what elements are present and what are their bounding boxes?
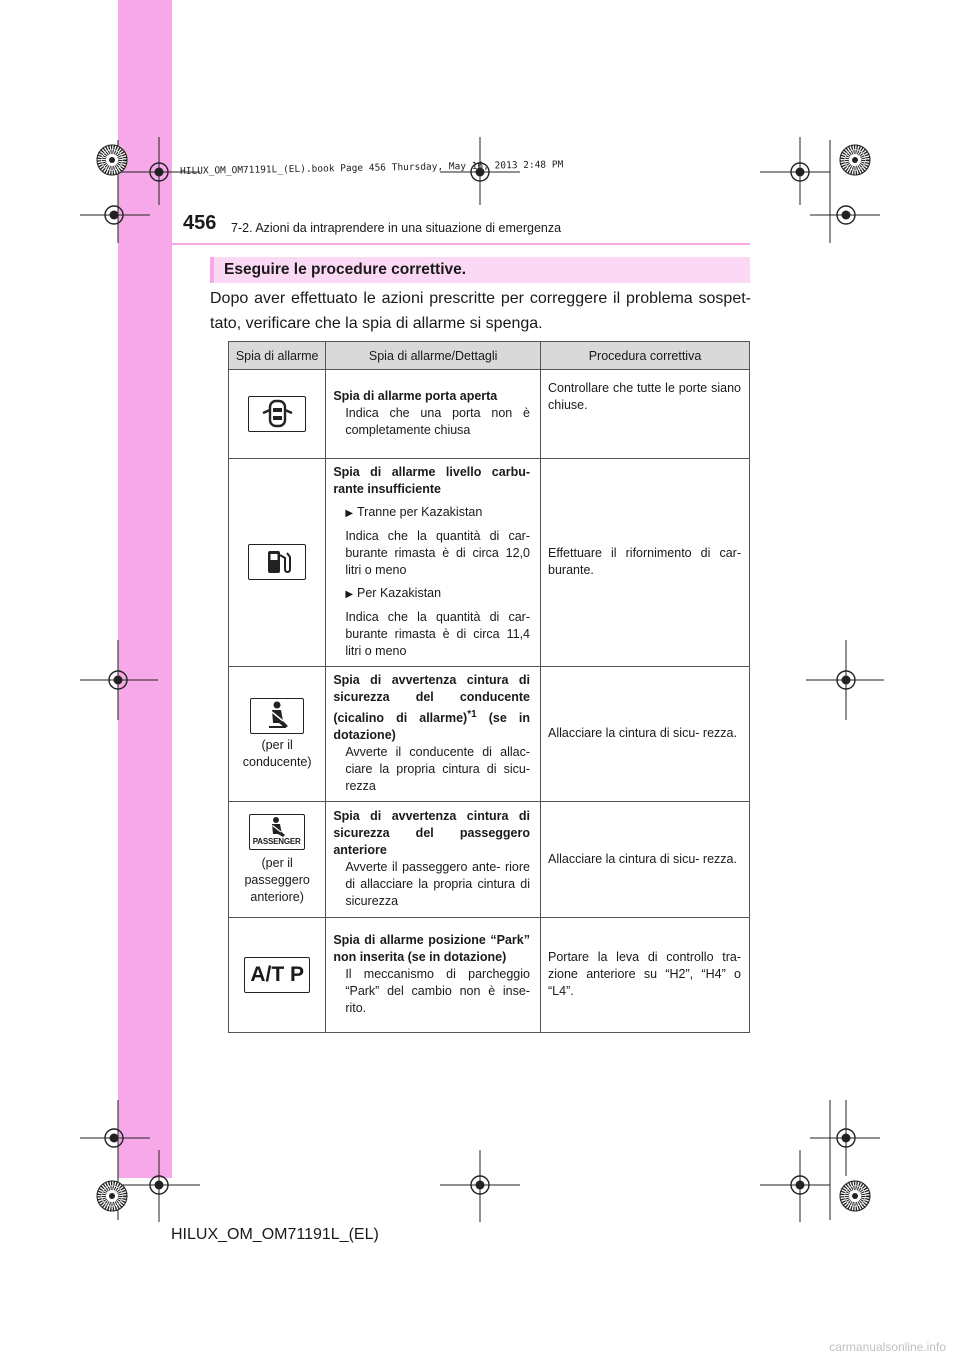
footnote-mark: *1 <box>467 709 477 720</box>
page-number: 456 <box>183 212 217 234</box>
at-park-icon: A/T P <box>244 957 310 993</box>
icon-label: PASSENGER <box>252 836 301 846</box>
details-cell <box>326 459 541 667</box>
warning-icon-cell <box>229 802 326 918</box>
warning-icon-cell <box>229 370 326 459</box>
table-row <box>229 667 750 802</box>
warning-icon-cell <box>229 667 326 802</box>
site-watermark: carmanualsonline.info <box>829 1340 946 1354</box>
details-cell <box>326 667 541 802</box>
details-cell <box>326 370 541 459</box>
procedure-cell: Allacciare la cintura di sicu- rezza. <box>541 667 750 802</box>
warning-detail: Avverte il conducente di allac- ciare la propria cintura di sicu- rezza <box>345 745 530 794</box>
warning-detail: Indica che la quantità di car- burante rimasta è di circa 12,0 litri o meno <box>345 529 530 577</box>
warning-title: Spia di allarme porta aperta <box>333 389 498 403</box>
door-open-warning-icon <box>248 396 306 432</box>
print-info-line: HILUX_OM_OM71191L_(EL).book Page 456 Thursday, May 16, 2013 2:48 PM <box>180 159 564 177</box>
procedure-cell: Controllare che tutte le porte siano chiuse. <box>541 370 750 459</box>
icon-caption: (per il conducente) <box>242 737 312 769</box>
column-header: Spia di allarme/Dettagli <box>326 342 541 370</box>
warning-title: Spia di avvertenza cintura di sicurezza del conducente (cicalino di allarme)$^{*1}$ (se in dotazione) <box>333 673 530 743</box>
icon-caption: (per il passeggero anteriore) <box>244 855 310 904</box>
warning-detail: Indica che la quantità di car- burante rimasta è di circa 11,4 litri o meno <box>345 610 530 658</box>
column-header: Spia di allarme <box>229 342 326 370</box>
details-cell <box>326 918 541 1033</box>
column-header: Procedura correttiva <box>541 342 750 370</box>
manual-code-footer: HILUX_OM_OM71191L_(EL) <box>171 1226 379 1243</box>
fuel-pump-icon <box>248 544 306 580</box>
seatbelt-driver-icon <box>250 698 304 734</box>
table-header-row <box>229 342 750 370</box>
intro-paragraph: Dopo aver effettuato le azioni prescritte per correggere il problema sospet- tato, verificare che la spia di allarme si spenga. <box>210 290 751 332</box>
section-title: Eseguire le procedure correttive. <box>224 261 467 278</box>
warning-detail: Avverte il passeggero ante- riore di allacciare la propria cintura di sicurezza <box>345 860 530 909</box>
warning-detail: Il meccanismo di parcheggio “Park” del cambio non è inse- rito. <box>345 967 530 1016</box>
region-bullet: ▶ Tranne per Kazakistan <box>333 504 530 522</box>
table-row <box>229 802 750 918</box>
warning-icon-cell <box>229 918 326 1033</box>
procedure-cell: Allacciare la cintura di sicu- rezza. <box>541 802 750 918</box>
warning-icon-cell <box>229 459 326 667</box>
details-cell <box>326 802 541 918</box>
region-bullet: ▶ Per Kazakistan <box>333 585 530 603</box>
procedure-cell: Effettuare il rifornimento di car- burante. <box>541 459 750 667</box>
section-header <box>210 257 750 283</box>
table-row <box>229 459 750 667</box>
table-row <box>229 918 750 1033</box>
warning-title: Spia di avvertenza cintura di sicurezza del passeggero anteriore <box>333 809 530 858</box>
warning-title: Spia di allarme livello carbu- rante insufficiente <box>333 465 530 496</box>
warning-table <box>228 341 750 1033</box>
warning-title: Spia di allarme posizione “Park” non inserita (se in dotazione) <box>333 933 530 965</box>
seatbelt-passenger-icon <box>249 814 305 850</box>
warning-detail: Indica che una porta non è completamente chiusa <box>345 406 530 437</box>
table-row <box>229 370 750 459</box>
chapter-title: 7-2. Azioni da intraprendere in una situazione di emergenza <box>231 221 562 235</box>
procedure-cell: Portare la leva di controllo tra- zione anteriore su “H2”, “H4” o “L4”. <box>541 918 750 1033</box>
